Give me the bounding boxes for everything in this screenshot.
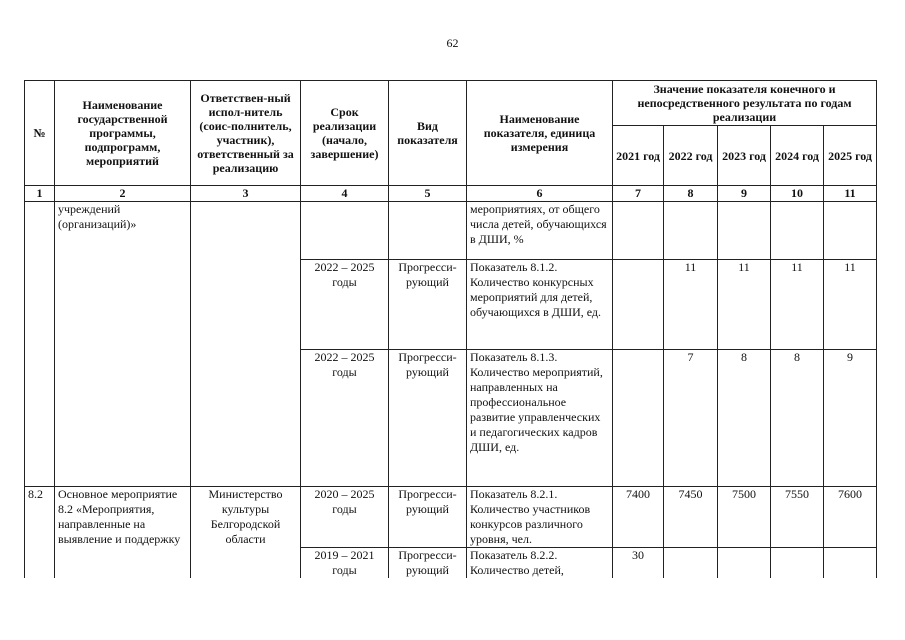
cell-indicator: мероприятиях, от общего числа детей, обучающихся в ДШИ, % [467, 202, 613, 260]
column-number: 10 [771, 186, 824, 202]
header-num: № [25, 81, 55, 186]
column-number: 7 [613, 186, 664, 202]
column-number: 9 [718, 186, 771, 202]
cell-type: Прогресси-рующий [389, 487, 467, 548]
cell-value [824, 548, 877, 579]
cell-term [301, 202, 389, 260]
cell-value: 7400 [613, 487, 664, 548]
cell-term: 2020 – 2025 годы [301, 487, 389, 548]
cell-value [718, 202, 771, 260]
column-number: 5 [389, 186, 467, 202]
column-number: 3 [191, 186, 301, 202]
header-year: 2023 год [718, 126, 771, 186]
cell-type: Прогресси-рующий [389, 260, 467, 350]
program-table [24, 80, 877, 578]
cell-value [771, 202, 824, 260]
cell-value: 7500 [718, 487, 771, 548]
cell-term: 2022 – 2025 годы [301, 350, 389, 487]
header-indicator-type: Вид показателя [389, 81, 467, 186]
header-program-name: Наименование государственной программы, подпрограмм, мероприятий [55, 81, 191, 186]
cell-term: 2019 – 2021 годы [301, 548, 389, 579]
cell-value [718, 548, 771, 579]
cell-indicator: Показатель 8.1.3. Количество мероприятий, направленных на профессиональное развитие управленческих и педагогических кадров ДШИ, ед. [467, 350, 613, 487]
header-values-title: Значение показателя конечного и непосредственного результата по годам реализации [613, 81, 877, 126]
column-number: 1 [25, 186, 55, 202]
column-number: 6 [467, 186, 613, 202]
cell-value [664, 202, 718, 260]
cell-value: 11 [718, 260, 771, 350]
cell-type: Прогресси-рующий [389, 350, 467, 487]
cell-responsible [191, 202, 301, 487]
cell-value: 11 [771, 260, 824, 350]
cell-program-name: учреждений (организаций)» [55, 202, 191, 487]
cell-term: 2022 – 2025 годы [301, 260, 389, 350]
cell-value: 9 [824, 350, 877, 487]
column-number-row [25, 186, 877, 202]
column-number: 4 [301, 186, 389, 202]
cell-indicator: Показатель 8.1.2. Количество конкурсных мероприятий для детей, обучающихся в ДШИ, ед. [467, 260, 613, 350]
cell-value: 7450 [664, 487, 718, 548]
header-year: 2022 год [664, 126, 718, 186]
cell-num [25, 202, 55, 487]
cell-indicator: Показатель 8.2.1. Количество участников конкурсов различного уровня, чел. [467, 487, 613, 548]
cell-value: 11 [664, 260, 718, 350]
cell-value: 7600 [824, 487, 877, 548]
page-number: 62 [446, 36, 459, 50]
cell-value: 30 [613, 548, 664, 579]
column-number: 8 [664, 186, 718, 202]
cell-value: 8 [771, 350, 824, 487]
cell-indicator: Показатель 8.2.2. Количество детей, [467, 548, 613, 579]
cell-num: 8.2 [25, 487, 55, 579]
cell-value [613, 350, 664, 487]
cell-type [389, 202, 467, 260]
cell-value: 7 [664, 350, 718, 487]
header-year: 2021 год [613, 126, 664, 186]
header-responsible: Ответствен-ный испол-нитель (соис-полнитель, участник), ответственный за реализацию [191, 81, 301, 186]
cell-value [771, 548, 824, 579]
cell-program-name: Основное мероприятие 8.2 «Мероприятия, направленные на выявление и поддержку [55, 487, 191, 579]
cell-value: 7550 [771, 487, 824, 548]
header-year: 2025 год [824, 126, 877, 186]
cell-type: Прогресси-рующий [389, 548, 467, 579]
cell-value [824, 202, 877, 260]
cell-value [664, 548, 718, 579]
column-number: 2 [55, 186, 191, 202]
cell-value: 8 [718, 350, 771, 487]
column-number: 11 [824, 186, 877, 202]
cell-value [613, 202, 664, 260]
table-row [25, 487, 877, 548]
header-year: 2024 год [771, 126, 824, 186]
cell-responsible: Министерство культуры Белгородской области [191, 487, 301, 579]
cell-value: 11 [824, 260, 877, 350]
table-row [25, 202, 877, 260]
header-term: Срок реализации (начало, завершение) [301, 81, 389, 186]
header-indicator-name: Наименование показателя, единица измерения [467, 81, 613, 186]
cell-value [613, 260, 664, 350]
